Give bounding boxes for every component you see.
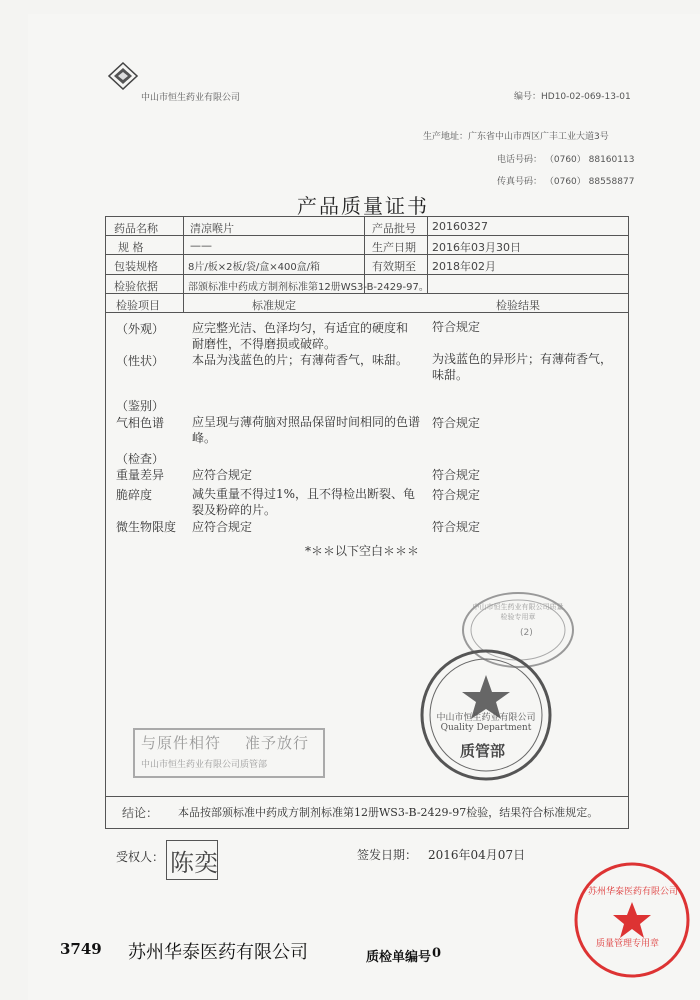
table-row-result: 符合规定 — [432, 416, 481, 430]
table-row-result: 符合规定 — [432, 520, 481, 534]
table-row-item: 微生物限度 — [116, 520, 177, 534]
expiry-value: 2018年02月 — [432, 260, 496, 273]
table-row-item: 气相色谱 — [116, 416, 165, 430]
basis-label: 检验依据 — [114, 280, 158, 293]
copy-stamp-line3: 中山市恒生药业有限公司质管部 — [141, 760, 268, 770]
qc-number-label: 质检单编号 — [366, 950, 432, 965]
table-row-standard: 应呈现与薄荷脑对照品保留时间相同的色谱峰。 — [192, 415, 421, 445]
red-stamp-text: 苏州华泰医药有限公司 — [588, 887, 679, 897]
table-row-standard: 应符合规定 — [192, 468, 253, 482]
inspection-stamp-number: (2) — [520, 628, 533, 638]
table-row-item: 重量差异 — [116, 468, 165, 482]
inspection-stamp-text: 中山市恒生药业有限公司质量检验专用章 — [472, 603, 564, 621]
phone-number: 电话号码： （0760） 88160113 — [497, 155, 635, 165]
batch-label: 产品批号 — [372, 222, 416, 235]
drug-name-value: 清凉喉片 — [190, 222, 234, 235]
issue-date-label: 签发日期： — [357, 848, 418, 862]
column-header-standard: 标准规定 — [252, 299, 296, 312]
table-row-standard: 应符合规定 — [192, 520, 253, 534]
diamond-logo-icon — [108, 62, 138, 90]
table-row-standard: 应完整光洁、色泽均匀，有适宜的硬度和耐磨性，不得磨损或破碎。 — [192, 321, 409, 351]
table-row-result: 符合规定 — [432, 320, 481, 334]
fax-number: 传真号码： （0760） 88558877 — [497, 177, 635, 187]
company-logo-text: 中山市恒生药业有限公司 — [141, 93, 241, 103]
table-row-item: 脆碎度 — [116, 488, 153, 502]
expiry-label: 有效期至 — [372, 260, 416, 273]
prod-date-value: 2016年03月30日 — [432, 241, 521, 254]
basis-value: 部颁标准中药成方制剂标准第12册WS3-B-2429-97。 — [188, 282, 429, 293]
column-header-item: 检验项目 — [116, 299, 160, 312]
qc-number-value: 0 — [432, 946, 442, 961]
page-title: 产品质量证书 — [297, 194, 429, 218]
blank-note: *＊＊以下空白＊＊＊ — [305, 544, 420, 558]
table-row-item: （检查） — [116, 452, 165, 466]
company-logo — [108, 62, 138, 90]
drug-name-label: 药品名称 — [114, 222, 158, 235]
prod-date-label: 生产日期 — [372, 241, 416, 254]
issue-date: 2016年04月07日 — [428, 848, 526, 862]
table-row-result: 为浅蓝色的异形片；有薄荷香气，味甜。 — [432, 352, 613, 382]
conclusion-text: 本品按部颁标准中药成方制剂标准第12册WS3-B-2429-97检验，结果符合标准规定。 — [178, 806, 599, 819]
table-row-item: （性状） — [116, 354, 165, 368]
footer-company: 苏州华泰医药有限公司 — [128, 942, 308, 963]
red-stamp-icon — [572, 858, 692, 982]
doc-number: 编号：HD10-02-069-13-01 — [514, 92, 631, 102]
table-row-item: （外观） — [116, 322, 165, 336]
copy-stamp-line1: 与原件相符 — [141, 734, 222, 752]
package-value: 8片/板×2板/袋/盒×400盒/箱 — [188, 262, 321, 273]
table-row-standard: 减失重量不得过1%，且不得检出断裂、龟裂及粉碎的片。 — [192, 487, 416, 517]
footer-code: 3749 — [60, 940, 102, 958]
conclusion-label: 结论： — [122, 806, 159, 820]
qa-stamp-inner-text: 质管部 — [460, 742, 506, 760]
table-row-result: 符合规定 — [432, 468, 481, 482]
red-stamp-inner: 质量管理专用章 — [596, 939, 660, 949]
qa-stamp-outer-text: 中山市恒生药业有限公司 Quality Department — [436, 713, 536, 733]
copy-stamp-line2: 准予放行 — [245, 734, 310, 752]
red-company-stamp — [572, 858, 692, 982]
production-address: 生产地址：广东省中山市西区广丰工业大道3号 — [423, 132, 609, 142]
spec-value: —— — [190, 239, 212, 252]
column-header-result: 检验结果 — [496, 299, 540, 312]
authorizer-label: 受权人： — [116, 850, 165, 864]
spec-label: 规 格 — [118, 241, 144, 254]
authorizer-name: 陈奕 — [170, 849, 218, 877]
package-label: 包装规格 — [114, 260, 158, 273]
batch-value: 20160327 — [432, 220, 488, 233]
table-row-standard: 本品为浅蓝色的片；有薄荷香气，味甜。 — [192, 353, 409, 367]
table-row-result: 符合规定 — [432, 488, 481, 502]
table-row-item: （鉴别） — [116, 399, 165, 413]
